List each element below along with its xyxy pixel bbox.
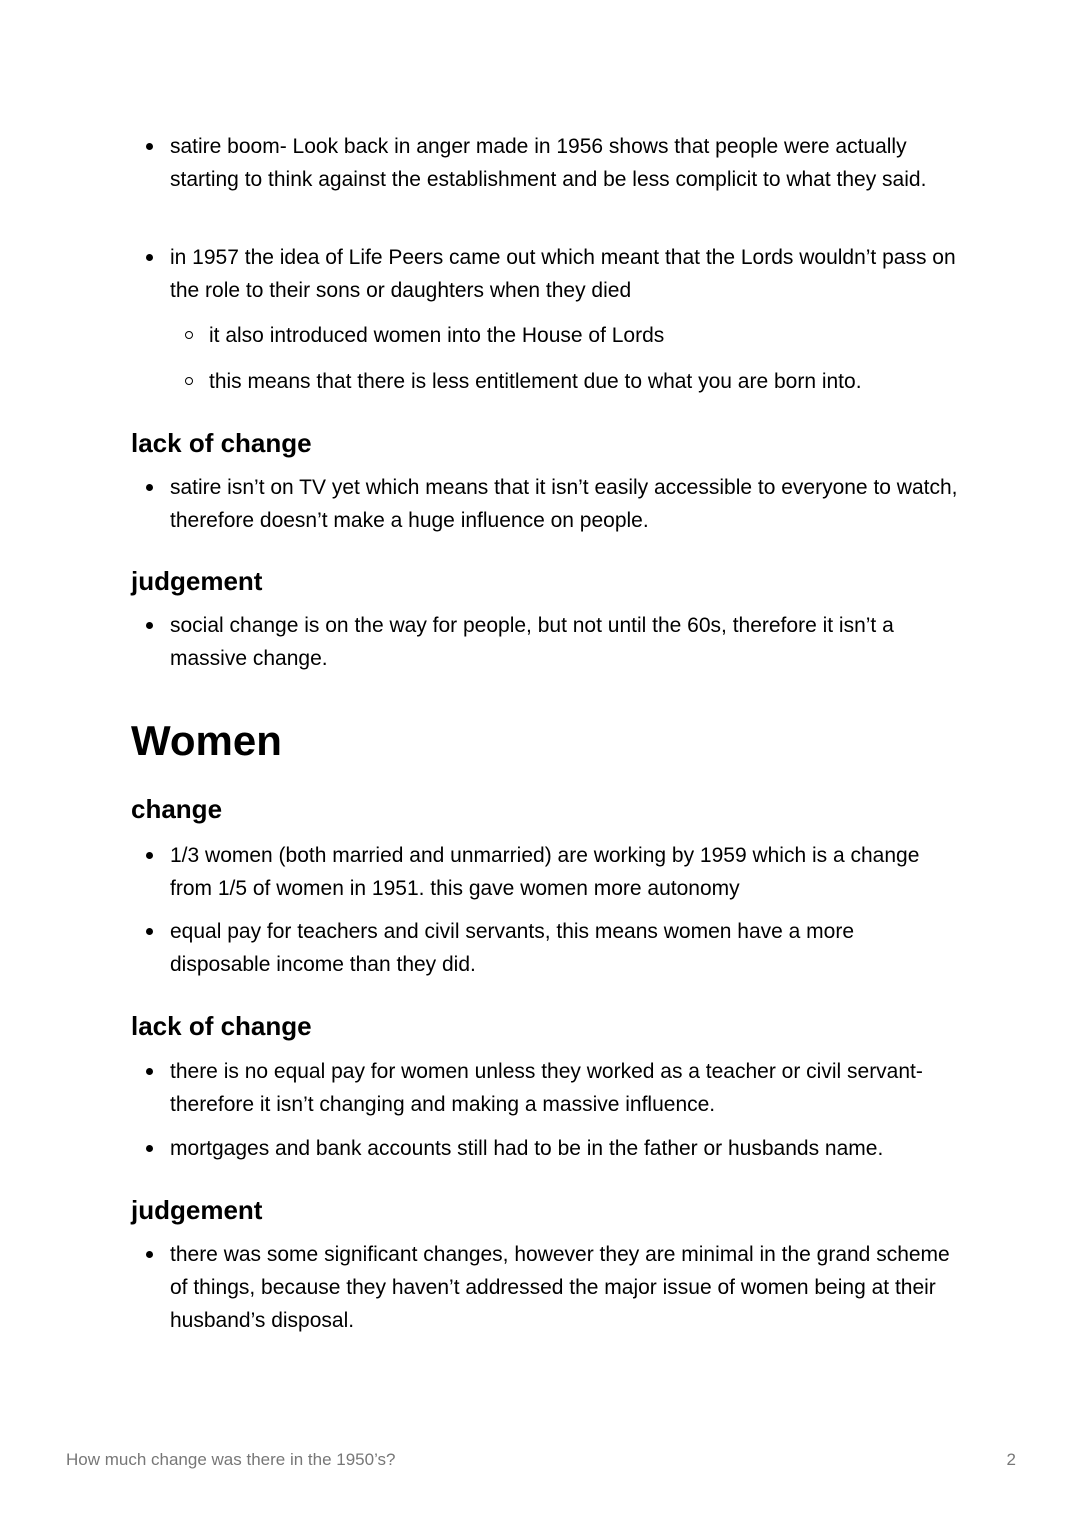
list-item: satire boom- Look back in anger made in 1956 shows that people were actually starting to think against the establishment and be less complicit to what they said. bbox=[170, 130, 960, 196]
list-item: there is no equal pay for women unless they worked as a teacher or civil servant- therefore it isn’t changing and making a massive influence. bbox=[170, 1055, 960, 1121]
section-heading: judgement bbox=[131, 1195, 263, 1225]
page-title: Women bbox=[131, 717, 282, 764]
list-item: 1/3 women (both married and unmarried) are working by 1959 which is a change from 1/5 of women in 1951. this gave women more autonomy bbox=[170, 839, 960, 905]
sub-list-item: this means that there is less entitlement due to what you are born into. bbox=[209, 365, 959, 398]
section-heading: lack of change bbox=[131, 1011, 312, 1041]
list-item: satire isn’t on TV yet which means that it isn’t easily accessible to everyone to watch, therefore doesn’t make a huge influence on people. bbox=[170, 471, 960, 537]
list-item: social change is on the way for people, but not until the 60s, therefore it isn’t a massive change. bbox=[170, 609, 960, 675]
list-item: there was some significant changes, however they are minimal in the grand scheme of things, because they haven’t addressed the major issue of women being at their husband’s disposal. bbox=[170, 1238, 960, 1337]
list-item: mortgages and bank accounts still had to be in the father or husbands name. bbox=[170, 1132, 960, 1165]
footer-title: How much change was there in the 1950’s? bbox=[66, 1450, 396, 1469]
section-heading: judgement bbox=[131, 566, 263, 596]
list-item: equal pay for teachers and civil servants, this means women have a more disposable income than they did. bbox=[170, 915, 960, 981]
sub-list-item: it also introduced women into the House of Lords bbox=[209, 319, 959, 352]
list-item: in 1957 the idea of Life Peers came out which meant that the Lords wouldn’t pass on the role to their sons or daughters when they died bbox=[170, 241, 960, 307]
section-heading: lack of change bbox=[131, 428, 312, 458]
page-number: 2 bbox=[1006, 1450, 1016, 1469]
section-heading: change bbox=[131, 794, 223, 824]
